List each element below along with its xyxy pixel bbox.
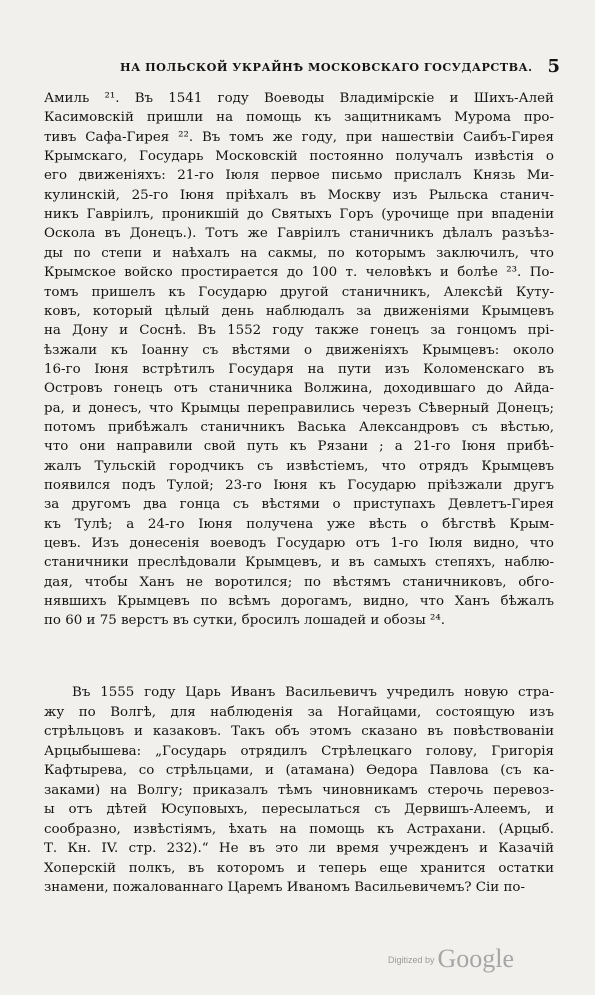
watermark-prefix: Digitized by	[388, 955, 435, 965]
text-line: ды по степи и наѣхалъ на сакмы, по которымъ заключилъ, что	[44, 245, 554, 261]
text-line: Хоперскій полкъ, въ которомъ и теперь еще хранится остатки	[44, 860, 554, 876]
text-line: станичники преслѣдовали Крымцевъ, и въ самыхъ степяхъ, наблю-	[44, 555, 554, 571]
text-line: заками) на Волгу; приказалъ тѣмъ чиновникамъ стерочь перевоз-	[44, 782, 554, 798]
text-line: Кафтырева, со стрѣльцами, и (атамана) Ѳедора Павлова (съ ка-	[44, 763, 554, 778]
text-line: Крымское войско простирается до 100 т. человѣкъ и болѣе ²³. Пo-	[44, 265, 554, 281]
text-line: потомъ прибѣжалъ станичникъ Васька Александровъ съ вѣстью,	[44, 419, 554, 435]
text-line: нявшихъ Крымцевъ по всѣмъ дорогамъ, видно, что Ханъ бѣжалъ	[44, 594, 554, 610]
text-line: появился подъ Тулой; 23-го Іюня къ Государю пріѣзжали другъ	[44, 478, 554, 493]
text-line: ра, и донесъ, что Крымцы переправились черезъ Сѣверный Донецъ;	[44, 400, 554, 416]
text-line: его движеніяхъ: 21-го Іюля первое письмо прислалъ Князь Ми-	[44, 168, 554, 184]
text-line: ковъ, который цѣлый день наблюдалъ за движеніями Крымцевъ	[44, 303, 554, 319]
text-line: по 60 и 75 верстъ въ сутки, бросилъ лошадей и обозы ²⁴.	[44, 613, 445, 629]
text-line: ы отъ дѣтей Юсуповыхъ, пересылаться съ Дервишъ-Алеемъ, и	[44, 802, 554, 817]
text-line: на Дону и Соснѣ. Въ 1552 году также гонецъ за гонцомъ прі-	[44, 323, 554, 339]
text-line: кулинскій, 25-го Іюня пріѣхалъ въ Москву изъ Рыльска станич-	[44, 187, 554, 203]
digitized-watermark	[388, 944, 514, 974]
page-header	[28, 56, 566, 82]
text-line: никъ Гавріилъ, проникшій до Святыхъ Горъ (урочище при впаденіи	[44, 207, 554, 223]
text-line: Амиль ²¹. Въ 1541 году Воеводы Владимірскіе и Шихъ-Алей	[44, 91, 554, 106]
text-line: дая, чтобы Ханъ не воротился; по вѣстямъ станичниковъ, обго-	[44, 574, 554, 590]
text-line: жалъ Тульскій городчикъ съ извѣстіемъ, что отрядъ Крымцевъ	[44, 458, 554, 474]
page-number: 5	[547, 56, 560, 77]
text-line: Арцыбышева: „Государь отрядилъ Стрѣлецкаго голову, Григорія	[44, 743, 554, 759]
text-line: Въ 1555 году Царь Иванъ Васильевичъ учредилъ новую стра-	[72, 685, 554, 700]
text-line: Касимовскій пришли на помощь къ защитникамъ Мурома про-	[44, 110, 554, 126]
text-line: сообразно, извѣстіямъ, ѣхать на помощь къ Астрахани. (Арцыб.	[44, 821, 554, 837]
text-line: что они направили свой путь къ Рязани ; а 21-го Іюня прибѣ-	[44, 439, 554, 455]
text-line: Островъ гонецъ отъ станичника Волжина, доходившаго до Айда-	[44, 381, 554, 397]
text-line: за другомъ два гонца съ вѣстями о приступахъ Девлетъ-Гирея	[44, 497, 554, 513]
text-line: къ Тулѣ; а 24-го Іюня получена уже вѣсть о бѣгствѣ Крым-	[44, 516, 554, 532]
text-line: жу по Волгѣ, для наблюденія за Ногайцами, состоящую изъ	[44, 704, 554, 720]
text-line: ѣзжали къ Іоанну съ вѣстями о движеніяхъ Крымцевъ: около	[44, 342, 554, 358]
text-line: 16-го Іюня встрѣтилъ Государя на пути изъ Коломенскаго въ	[44, 361, 554, 377]
text-line: Т. Кн. IV. стр. 232).“ Не въ это ли время учрежденъ и Казачій	[44, 841, 554, 856]
running-title: НА ПОЛЬСКОЙ УКРАЙНѢ МОСКОВСКАГО ГОСУДАРСТВА.	[120, 60, 533, 74]
text-line: томъ пришелъ къ Государю другой станичникъ, Алексѣй Куту-	[44, 284, 554, 300]
text-line: Оскола въ Донецъ.). Тотъ же Гавріилъ станичникъ дѣлалъ разъѣз-	[44, 226, 554, 242]
text-line: тивъ Сафа-Гирея ²². Въ томъ же году, при нашествіи Саибъ-Гирея	[44, 129, 554, 145]
text-line: стрѣльцовъ и казаковъ. Такъ объ этомъ сказано въ повѣствованіи	[44, 724, 554, 739]
text-line: цевъ. Изъ донесенія воеводъ Государю отъ 1-го Іюля видно, что	[44, 536, 554, 552]
text-line: Крымскаго, Государь Московскій постоянно получалъ извѣстія о	[44, 149, 554, 165]
text-line: знамени, пожалованнаго Царемъ Иваномъ Васильевичемъ? Сіи по-	[44, 880, 525, 895]
watermark-brand: Google	[437, 944, 515, 973]
